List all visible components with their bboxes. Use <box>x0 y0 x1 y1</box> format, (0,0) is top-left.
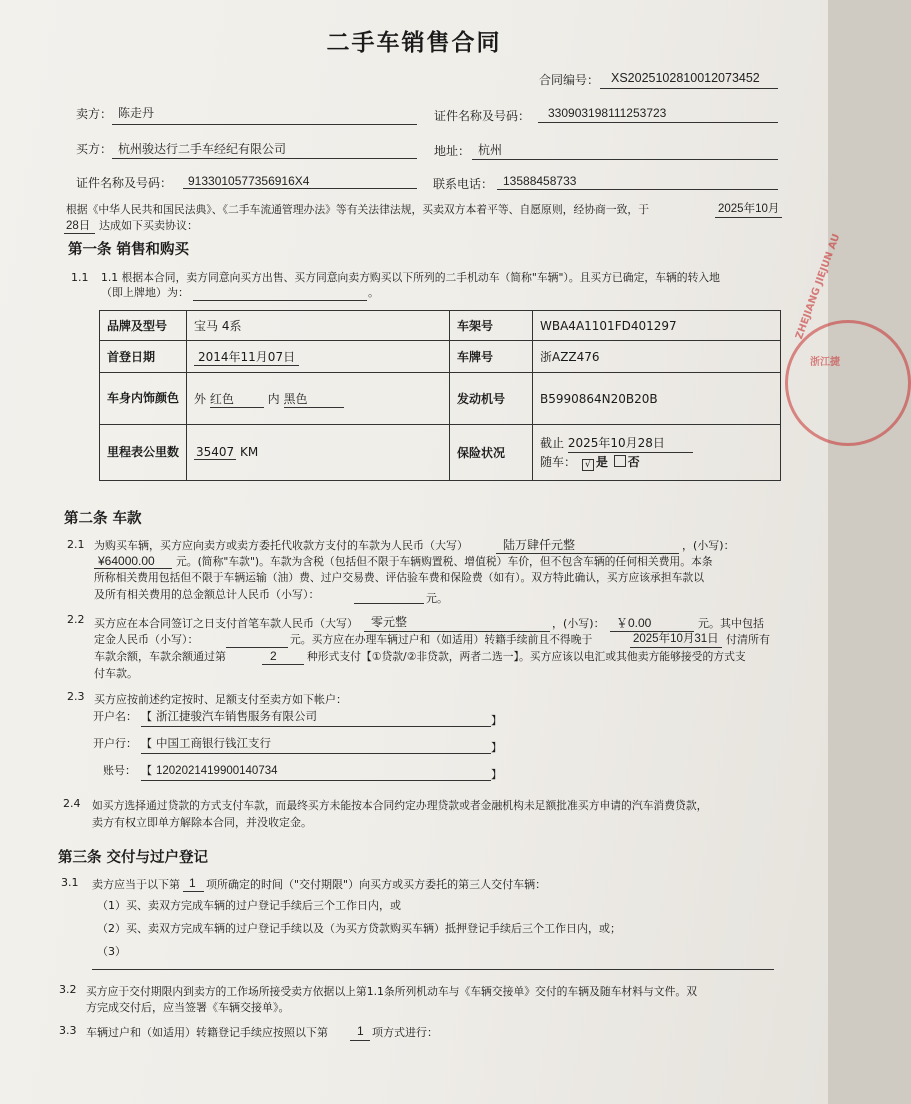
insurance-label: 保险状况 <box>450 425 533 481</box>
down-payment-upper-line <box>364 631 550 632</box>
preamble-date-a: 2025年10月 <box>718 203 780 215</box>
engine-label: 发动机号 <box>450 373 533 425</box>
clause-3-1-line1a: 卖方应当于以下第 <box>92 878 180 891</box>
account-no: 1202021419900140734 <box>156 765 278 777</box>
option3-line <box>92 969 774 970</box>
vehicle-row-color <box>100 373 781 425</box>
bank-name: 中国工商银行钱江支行 <box>156 738 271 750</box>
with-car-yes-label: 是 <box>595 455 608 469</box>
buyer-id-line <box>183 188 417 189</box>
vin-value: WBA4A1101FD401297 <box>533 311 781 341</box>
clause-3-1-option1: （1）买、卖双方完成车辆的过户登记手续后三个工作日内，或 <box>97 899 401 912</box>
buyer-name-line <box>112 158 417 159</box>
mileage-cell <box>187 425 450 481</box>
clause-2-1-number: 2.1 <box>67 538 85 551</box>
interior-color: 黑色 <box>284 390 344 408</box>
address-label: 地址： <box>434 144 471 158</box>
clause-2-1-line1: 为购买车辆，买方应向卖方或卖方委托代收款方支付的车款为人民币（大写） <box>94 539 468 552</box>
phone-label: 联系电话： <box>433 177 494 191</box>
insurance-until-row <box>540 434 773 453</box>
seller-id-line <box>538 122 778 123</box>
vehicle-row-brand <box>100 311 781 341</box>
with-car-label: 随车： <box>540 455 577 469</box>
buyer-label: 买方： <box>76 142 113 156</box>
bank-bracket-open: 【 <box>141 737 152 750</box>
first-reg-value: 2014年11月07日 <box>194 350 299 366</box>
phone: 13588458733 <box>503 174 577 188</box>
account-no-line <box>141 780 491 781</box>
clause-3-3-number: 3.3 <box>59 1024 77 1037</box>
engine-value: B5990864N20B20B <box>533 373 781 425</box>
clause-2-1-small: ，(小写)： <box>682 539 735 552</box>
vehicle-info-table <box>99 310 781 481</box>
clause-1-1-number: 1.1 <box>71 271 89 284</box>
brand-label: 品牌及型号 <box>100 311 187 341</box>
delivery-option: 1 <box>189 876 196 890</box>
price-upper-line <box>496 553 679 554</box>
preamble-date-line <box>715 217 782 218</box>
clause-3-1-option3: （3） <box>97 945 126 958</box>
seller-name-line <box>112 124 417 125</box>
seal-text-cn: 浙江捷 <box>810 357 840 368</box>
exterior-prefix: 外 <box>194 391 207 406</box>
account-name-line <box>141 726 491 727</box>
insurance-cell <box>533 425 781 481</box>
vehicle-row-mileage <box>100 425 781 481</box>
seller-id-label: 证件名称及号码： <box>434 109 531 123</box>
clause-3-1-number: 3.1 <box>61 876 79 889</box>
interior-prefix: 内 <box>267 391 280 406</box>
clause-2-2-small: ，(小写)： <box>552 617 605 630</box>
clause-3-1-line1b: 项所确定的时间（"交付期限"）向买方或买方委托的第三人交付车辆： <box>206 878 547 891</box>
deposit-line <box>226 647 288 648</box>
plate-value: 浙AZZ476 <box>533 341 781 373</box>
buyer-id: 9133010577356916X4 <box>188 174 310 188</box>
first-reg-cell <box>187 341 450 373</box>
bank-line <box>141 753 491 754</box>
account-no-bracket-close: 】 <box>491 768 502 781</box>
clause-2-1-end: 元。 <box>426 592 448 605</box>
seller-label: 卖方： <box>76 107 113 121</box>
bank-bracket-close: 】 <box>491 741 502 754</box>
article2-heading: 第二条 车款 <box>64 511 142 527</box>
mileage-unit: KM <box>240 445 259 459</box>
clause-2-4-line2: 卖方有权立即单方解除本合同，并没收定金。 <box>92 816 312 829</box>
balance-due-date: 2025年10月31日 <box>633 633 719 645</box>
preamble-line1: 根据《中华人民共和国民法典》、《二手车流通管理办法》等有关法律法规，买卖双方本着平等、自愿原则，经协商一致，于 <box>66 203 650 216</box>
down-payment-lower: ￥0.00 <box>616 616 652 630</box>
price-lower: ¥64000.00 <box>98 554 155 568</box>
article1-heading: 第一条 销售和购买 <box>68 242 190 258</box>
contract-no-line <box>600 88 778 89</box>
clause-3-1-option2: （2）买、卖双方完成车辆的过户登记手续以及（为买方贷款购买车辆）抵押登记手续后三个工作日内，或； <box>97 922 621 935</box>
clause-2-2-includes: 元。其中包括 <box>698 617 764 630</box>
clause-2-2-number: 2.2 <box>67 613 85 626</box>
clause-2-4-line1: 如买方选择通过贷款的方式支付车款，而最终买方未能按本合同约定办理贷款或者金融机构未足额批准买方申请的汽车消费贷款， <box>92 799 708 812</box>
clause-2-2-line2b: 元。买方应在办理车辆过户和（如适用）转籍手续前且不得晚于 <box>290 633 593 646</box>
clause-2-1-line3: 所称相关费用包括但不限于车辆运输（油）费、过户交易费、评估验车费和保险费（如有）。双方特此确认，买方应该承担车款以 <box>94 571 705 584</box>
clause-3-3-line1b: 项方式进行： <box>372 1026 438 1039</box>
destination-line <box>193 300 367 301</box>
preamble-line2: 达成如下买卖协议： <box>99 219 198 232</box>
clause-3-2-line1: 买方应于交付期限内到卖方的工作场所接受卖方依据以上第1.1条所列机动车与《车辆交接单》交付的车辆及随车材料与文件。双 <box>86 985 697 998</box>
clause-2-2-line4: 付车款。 <box>94 667 138 680</box>
seal-text-en: ZHEJIANG JIEJUN AU <box>794 232 843 341</box>
transfer-option-line <box>350 1040 370 1041</box>
clause-2-2-line3b: 种形式支付【①贷款/②非贷款，两者二选一】。买方应该以电汇或其他卖方能够接受的方式支 <box>307 650 746 663</box>
contract-no-label: 合同编号： <box>539 73 600 87</box>
price-lower-line <box>94 568 172 569</box>
seller-name: 陈走丹 <box>118 106 155 120</box>
buyer-id-label: 证件名称及号码： <box>76 176 173 190</box>
color-label: 车身内饰颜色 <box>100 373 187 425</box>
preamble-date-b: 28日 <box>66 220 91 232</box>
mileage-label: 里程表公里数 <box>100 425 187 481</box>
balance-due-date-line <box>630 647 722 648</box>
brand-value: 宝马 4系 <box>187 311 450 341</box>
mileage-value: 35407 <box>196 445 235 459</box>
delivery-option-line <box>183 891 204 892</box>
with-car-yes-checkbox[interactable]: √ <box>582 459 594 471</box>
clause-2-2-line2a: 定金人民币（小写）： <box>94 633 199 646</box>
color-cell <box>187 373 450 425</box>
payment-method-line <box>262 664 304 665</box>
clause-1-1-line2: （即上牌地）为： <box>101 286 189 299</box>
account-no-label: 账号： <box>103 764 136 777</box>
buyer-name: 杭州骏达行二手车经纪有限公司 <box>118 142 287 156</box>
seller-id: 330903198111253723 <box>548 106 667 120</box>
page-title: 二手车销售合同 <box>326 30 502 56</box>
plate-label: 车牌号 <box>450 341 533 373</box>
price-upper: 陆万肆仟元整 <box>503 538 576 552</box>
clause-2-4-number: 2.4 <box>63 797 81 810</box>
with-car-row <box>540 453 773 471</box>
with-car-no-checkbox[interactable] <box>614 455 626 467</box>
payment-method: 2 <box>270 649 277 663</box>
address-line <box>472 159 778 160</box>
clause-2-1-line4: 及所有相关费用的总金额总计人民币（小写）： <box>94 588 320 601</box>
clause-2-3-line1: 买方应按前述约定按时、足额支付至卖方如下帐户： <box>94 693 347 706</box>
clause-1-1-line1: 1.1 根据本合同，卖方同意向买方出售、买方同意向卖方购买以下所列的二手机动车（简称"车辆"）。且买方已确定，车辆的转入地 <box>101 271 720 284</box>
account-name-bracket-close: 】 <box>491 714 502 727</box>
clause-1-1-end: 。 <box>368 286 379 299</box>
clause-2-2-line2c: 付清所有 <box>726 633 770 646</box>
account-name: 浙江捷骏汽车销售服务有限公司 <box>156 711 317 723</box>
company-seal <box>785 232 911 446</box>
clause-3-3-line1a: 车辆过户和（如适用）转籍登记手续应按照以下第 <box>86 1026 328 1039</box>
clause-2-2-line1: 买方应在本合同签订之日支付首笔车款人民币（大写） <box>94 617 358 630</box>
article3-heading: 第三条 交付与过户登记 <box>58 850 209 866</box>
vehicle-row-registration <box>100 341 781 373</box>
bank-label: 开户行： <box>93 737 137 750</box>
down-payment-upper: 零元整 <box>371 615 408 629</box>
insurance-until: 2025年10月28日 <box>568 434 693 453</box>
vin-label: 车架号 <box>450 311 533 341</box>
total-amount-line <box>354 603 424 604</box>
contract-no: XS2025102810012073452 <box>611 71 760 85</box>
exterior-color: 红色 <box>210 390 264 408</box>
clause-2-3-number: 2.3 <box>67 690 85 703</box>
account-name-bracket-open: 【 <box>141 710 152 723</box>
account-no-bracket-open: 【 <box>141 764 152 777</box>
with-car-no-label: 否 <box>627 455 640 469</box>
insurance-prefix: 截止 <box>540 436 565 450</box>
first-reg-label: 首登日期 <box>100 341 187 373</box>
clause-3-2-line2: 方完成交付后，应当签署《车辆交接单》。 <box>86 1001 290 1014</box>
address: 杭州 <box>478 143 503 157</box>
clause-2-1-line2: 元。(简称"车款")。车款为含税（包括但不限于车辆购置税、增值税）车价，但不包含车辆的任何相关费用。本条 <box>176 555 713 568</box>
transfer-option: 1 <box>357 1024 364 1038</box>
phone-line <box>497 189 778 190</box>
clause-2-2-line3a: 车款余额，车款余额通过第 <box>94 650 226 663</box>
account-name-label: 开户名： <box>93 710 137 723</box>
preamble-date-b-line <box>64 233 95 234</box>
clause-3-2-number: 3.2 <box>59 983 77 996</box>
